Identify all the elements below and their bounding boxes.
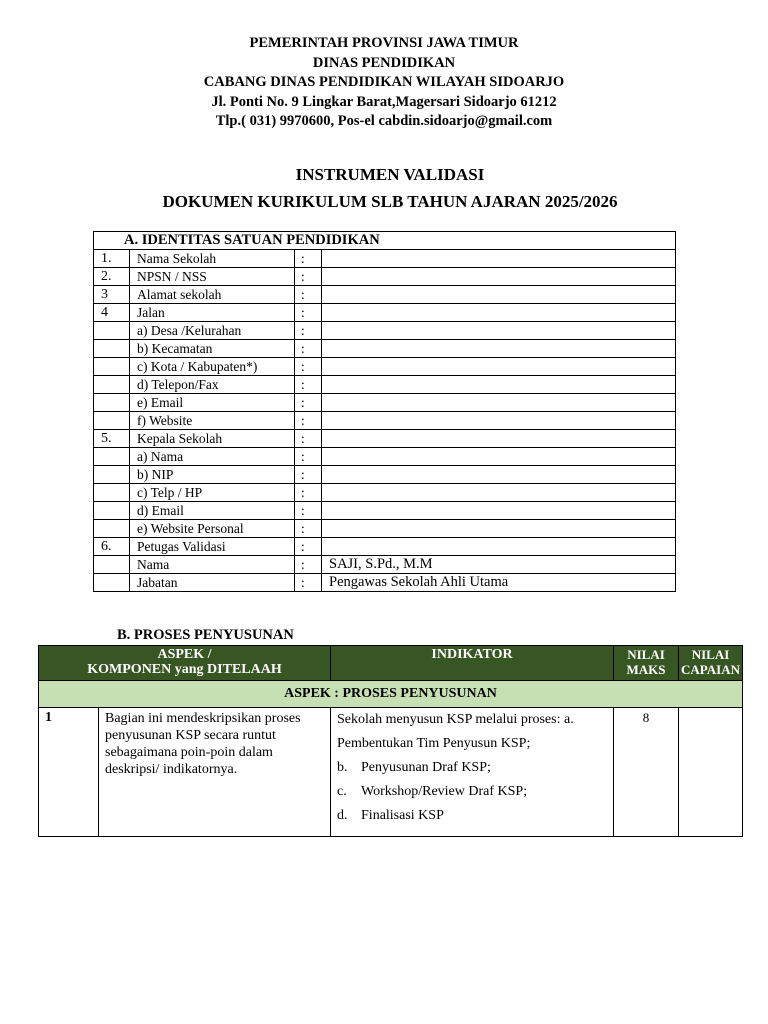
identity-row-colon: :	[295, 250, 322, 268]
identity-table	[93, 231, 676, 592]
header-nilai-capaian-line2: CAPAIAN	[681, 662, 740, 677]
header-nilai-capaian-line1: NILAI	[691, 647, 730, 662]
identity-row	[94, 430, 676, 448]
identity-row-label: Nama	[130, 556, 295, 574]
identity-row-value[interactable]	[322, 394, 676, 412]
process-row-nilai-capaian[interactable]	[679, 708, 743, 837]
identity-row-colon: :	[295, 394, 322, 412]
identity-row-value[interactable]	[322, 484, 676, 502]
process-row-indikator	[331, 708, 614, 837]
identity-row-value[interactable]: SAJI, S.Pd., M.M	[322, 556, 676, 574]
identity-row-value[interactable]	[322, 412, 676, 430]
identity-row-number	[94, 484, 130, 502]
identity-row-colon: :	[295, 304, 322, 322]
identity-row	[94, 484, 676, 502]
identity-row-label: Nama Sekolah	[130, 250, 295, 268]
identity-row-value[interactable]: Pengawas Sekolah Ahli Utama	[322, 574, 676, 592]
indikator-c-letter: c.	[337, 784, 347, 799]
identity-row-label: a) Nama	[130, 448, 295, 466]
identity-row	[94, 466, 676, 484]
identity-row-label: Kepala Sekolah	[130, 430, 295, 448]
identity-row-value[interactable]	[322, 268, 676, 286]
indikator-b-text: Penyusunan Draf KSP;	[361, 760, 491, 775]
identity-row-value[interactable]	[322, 502, 676, 520]
section-b-heading: B. PROSES PENYUSUNAN	[117, 627, 294, 643]
identity-row-label: a) Desa /Kelurahan	[130, 322, 295, 340]
identity-row-label: Alamat sekolah	[130, 286, 295, 304]
letterhead-line-government: PEMERINTAH PROVINSI JAWA TIMUR	[249, 35, 519, 51]
identity-row-label: b) Kecamatan	[130, 340, 295, 358]
indikator-intro: Sekolah menyusun KSP melalui proses: a.	[337, 712, 574, 727]
identity-row	[94, 556, 676, 574]
indikator-d	[337, 804, 607, 828]
identity-row	[94, 322, 676, 340]
identity-row	[94, 538, 676, 556]
identity-row-value[interactable]	[322, 448, 676, 466]
identity-row-colon: :	[295, 520, 322, 538]
identity-row-colon: :	[295, 466, 322, 484]
identity-row-value[interactable]	[322, 358, 676, 376]
identity-table-heading-row	[94, 232, 676, 250]
identity-row	[94, 340, 676, 358]
identity-row	[94, 520, 676, 538]
document-subtitle: DOKUMEN KURIKULUM SLB TAHUN AJARAN 2025/2026	[162, 192, 618, 211]
process-table	[38, 645, 743, 837]
identity-row-colon: :	[295, 322, 322, 340]
identity-row-number	[94, 412, 130, 430]
identity-row-value[interactable]	[322, 430, 676, 448]
letterhead	[0, 34, 768, 132]
indikator-b	[337, 756, 607, 780]
identity-row-label: d) Telepon/Fax	[130, 376, 295, 394]
identity-row-number: 2.	[94, 268, 130, 286]
header-aspek	[39, 646, 331, 681]
identity-row-value[interactable]	[322, 322, 676, 340]
identity-row-colon: :	[295, 268, 322, 286]
letterhead-line-branch: CABANG DINAS PENDIDIKAN WILAYAH SIDOARJO	[203, 74, 565, 90]
header-nilai-maks-line1: NILAI	[627, 647, 665, 662]
identity-row-number	[94, 394, 130, 412]
header-indikator: INDIKATOR	[331, 646, 614, 681]
identity-row-label: f) Website	[130, 412, 295, 430]
identity-row-colon: :	[295, 574, 322, 592]
identity-row	[94, 304, 676, 322]
identity-row-number	[94, 520, 130, 538]
header-nilai-maks	[614, 646, 679, 681]
indikator-b-letter: b.	[337, 760, 348, 775]
header-aspek-line2: KOMPONEN yang DITELAAH	[87, 662, 282, 677]
identity-row-number	[94, 358, 130, 376]
identity-row-label: b) NIP	[130, 466, 295, 484]
identity-row-number: 3	[94, 286, 130, 304]
identity-row	[94, 502, 676, 520]
identity-row-label: c) Telp / HP	[130, 484, 295, 502]
process-row-nilai-maks: 8	[614, 708, 679, 837]
indikator-d-text: Finalisasi KSP	[361, 808, 444, 823]
identity-row	[94, 448, 676, 466]
process-row-komponen: Bagian ini mendeskripsikan proses penyusunan KSP secara runtut sebagaimana poin-poin dalam deskripsi/ indikatornya.	[99, 708, 331, 837]
indikator-d-letter: d.	[337, 808, 348, 823]
identity-row-label: c) Kota / Kabupaten*)	[130, 358, 295, 376]
aspect-row	[39, 681, 743, 708]
identity-row	[94, 268, 676, 286]
indikator-a: Pembentukan Tim Penyusun KSP;	[337, 736, 531, 751]
aspect-label: ASPEK : PROSES PENYUSUNAN	[39, 681, 743, 708]
letterhead-line-address: Jl. Ponti No. 9 Lingkar Barat,Magersari Sidoarjo 61212	[211, 93, 557, 110]
identity-row-number	[94, 322, 130, 340]
identity-row-colon: :	[295, 286, 322, 304]
identity-row-colon: :	[295, 448, 322, 466]
identity-row-number: 1.	[94, 250, 130, 268]
identity-row-value[interactable]	[322, 340, 676, 358]
identity-row	[94, 574, 676, 592]
process-table-header	[39, 646, 743, 681]
letterhead-line-contact: Tlp.( 031) 9970600, Pos-el cabdin.sidoarjo@gmail.com	[215, 113, 553, 129]
identity-row-label: e) Website Personal	[130, 520, 295, 538]
header-aspek-line1: ASPEK /	[157, 647, 212, 662]
identity-row	[94, 394, 676, 412]
identity-row-number	[94, 466, 130, 484]
identity-row-number	[94, 340, 130, 358]
indikator-c-text: Workshop/Review Draf KSP;	[361, 784, 528, 799]
identity-row-colon: :	[295, 430, 322, 448]
identity-row-label: Petugas Validasi	[130, 538, 295, 556]
identity-row-value[interactable]	[322, 250, 676, 268]
identity-row-value[interactable]	[322, 520, 676, 538]
identity-row	[94, 358, 676, 376]
identity-row-number	[94, 502, 130, 520]
identity-row	[94, 250, 676, 268]
letterhead-line-agency: DINAS PENDIDIKAN	[312, 54, 456, 71]
identity-row-number: 6.	[94, 538, 130, 556]
identity-row-label: Jalan	[130, 304, 295, 322]
identity-row-label: Jabatan	[130, 574, 295, 592]
identity-row-colon: :	[295, 538, 322, 556]
identity-row-colon: :	[295, 502, 322, 520]
identity-row-colon: :	[295, 358, 322, 376]
identity-row-number	[94, 448, 130, 466]
identity-row-number	[94, 376, 130, 394]
identity-row-label: d) Email	[130, 502, 295, 520]
process-row-number: 1	[39, 708, 99, 837]
identity-row	[94, 412, 676, 430]
header-nilai-maks-line2: MAKS	[626, 662, 666, 677]
section-a-heading: A. IDENTITAS SATUAN PENDIDIKAN	[94, 232, 676, 250]
identity-row-value[interactable]	[322, 538, 676, 556]
identity-row	[94, 376, 676, 394]
identity-row-number: 5.	[94, 430, 130, 448]
document-title: INSTRUMEN VALIDASI	[295, 165, 485, 184]
indikator-c	[337, 780, 607, 804]
identity-row-value[interactable]	[322, 466, 676, 484]
identity-row-colon: :	[295, 412, 322, 430]
identity-row-colon: :	[295, 484, 322, 502]
identity-row-label: NPSN / NSS	[130, 268, 295, 286]
identity-row-label: e) Email	[130, 394, 295, 412]
identity-row-number	[94, 574, 130, 592]
identity-row-value[interactable]	[322, 376, 676, 394]
identity-row-colon: :	[295, 556, 322, 574]
identity-row-value[interactable]	[322, 304, 676, 322]
identity-row-number: 4	[94, 304, 130, 322]
process-row-1	[39, 708, 743, 837]
identity-row	[94, 286, 676, 304]
identity-row-value[interactable]	[322, 286, 676, 304]
header-nilai-capaian	[679, 646, 743, 681]
identity-row-colon: :	[295, 340, 322, 358]
identity-row-colon: :	[295, 376, 322, 394]
identity-row-number	[94, 556, 130, 574]
